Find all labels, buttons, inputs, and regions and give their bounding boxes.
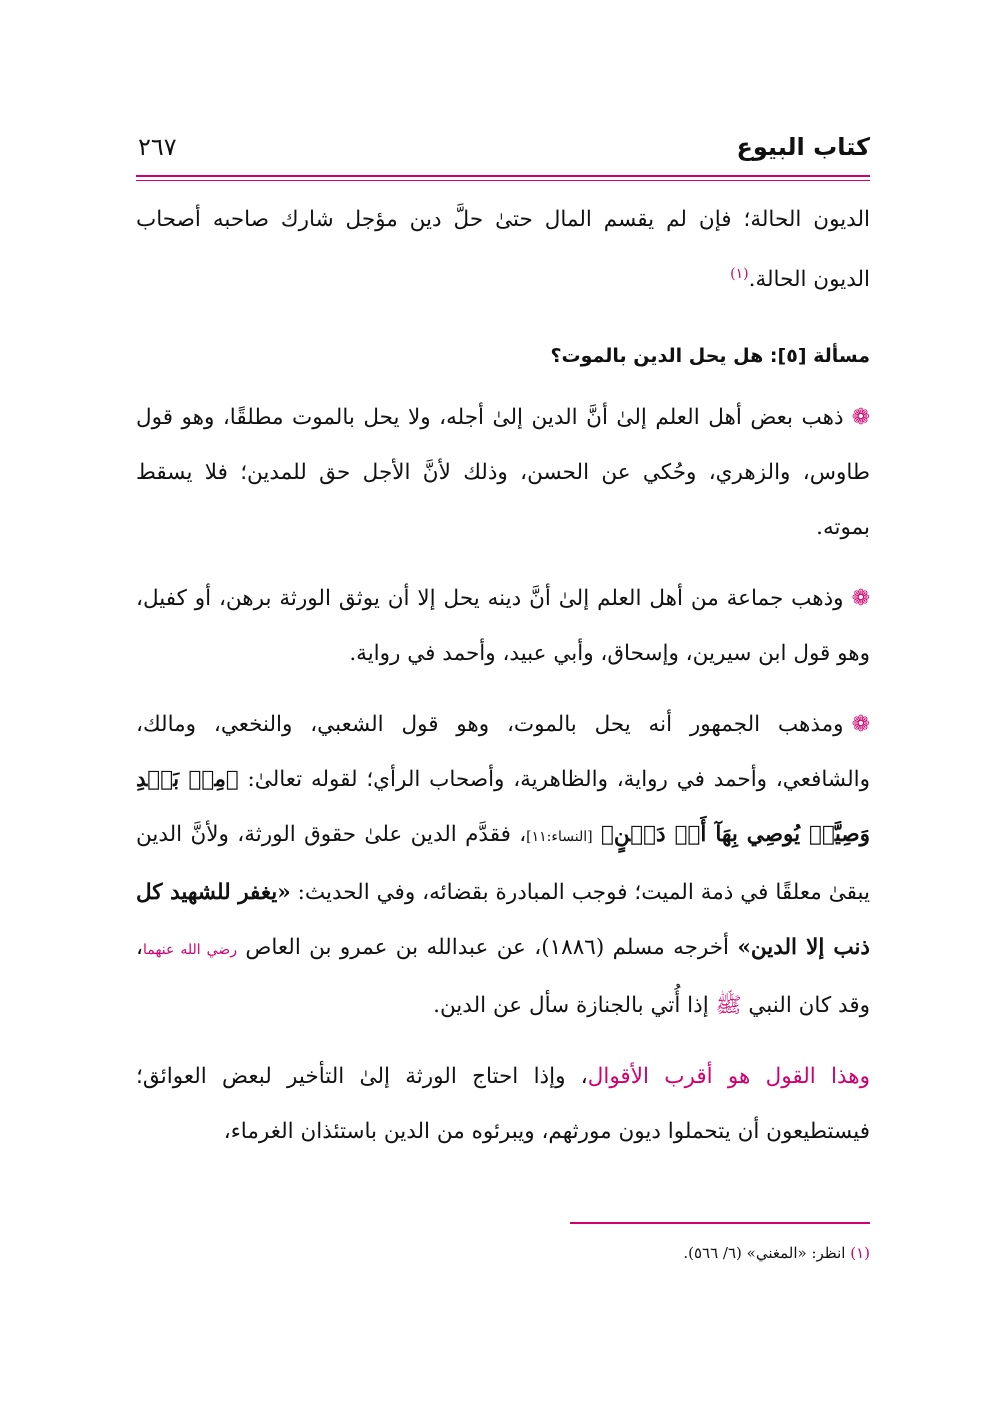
- quran-verse: ﴿مِنۢ بَعۡدِ وَصِيَّةٖ يُوصِي بِهَآ أَوۡ دَيۡنٍ﴾: [136, 767, 870, 848]
- footnote-text: انظر: «المغني» (٦/ ٥٦٦).: [683, 1244, 846, 1262]
- chapter-title: كتاب البيوع: [736, 133, 870, 161]
- paragraph-opinion-2: [136, 571, 870, 681]
- question-label: مسألة [٥]:: [769, 345, 870, 368]
- paragraph-text: ، وقد كان النبي: [136, 935, 870, 1019]
- paragraph-text: إذا أُتي بالجنازة سأل عن الدين.: [433, 993, 709, 1019]
- footnote-number: (١): [850, 1244, 870, 1262]
- footnote-separator: [570, 1222, 870, 1224]
- footnote: [136, 1238, 870, 1268]
- footnote-ref[interactable]: (١): [730, 266, 749, 282]
- header-rule-thin: [136, 180, 870, 181]
- paragraph-text: ، وإذا احتاج الورثة إلىٰ التأخير لبعض العوائق؛ فيستطيعون أن يتحملوا ديون مورثهم، ويبرئوه من الدين باستئذان الغرماء،: [136, 1064, 870, 1145]
- paragraph-text: ومذهب الجمهور أنه يحل بالموت، وهو قول الشعبي، والنخعي، ومالك، والشافعي، وأحمد في رواية، والظاهرية، وأصحاب الرأي؛ لقوله تعالىٰ:: [136, 712, 870, 793]
- page-number: ٢٦٧: [138, 133, 177, 161]
- paragraph-text: ذهب بعض أهل العلم إلىٰ أنَّ الدين إلىٰ أجله، ولا يحل بالموت مطلقًا، وهو قول طاوس، والزهري، وحُكي عن الحسن، وذلك لأنَّ الأجل حق للمدين؛ فلا يسقط بموته.: [136, 405, 870, 541]
- paragraph-text: الديون الحالة؛ فإن لم يقسم المال حتىٰ حلَّ دين مؤجل شارك صاحبه أصحاب الديون الحالة.: [136, 207, 870, 293]
- paragraph-text: وذهب جماعة من أهل العلم إلىٰ أنَّ دينه يحل إلا أن يوثق الورثة برهن، أو كفيل، وهو قول ابن سيرين، وإسحاق، وأبي عبيد، وأحمد في رواية.: [136, 586, 870, 667]
- hadith-quote: «يغفر للشهيد كل ذنب إلا الدين»: [136, 880, 871, 961]
- question-title: هل يحل الدين بالموت؟: [550, 345, 764, 368]
- honorific-icon: ﷺ: [715, 993, 742, 1019]
- flower-bullet-icon: ❁: [851, 405, 870, 431]
- paragraph-opinion-1: [136, 390, 870, 555]
- paragraph-text: ، فقدَّم الدين علىٰ حقوق الورثة، ولأنَّ الدين يبقىٰ معلقًا في ذمة الميت؛ فوجب المبادرة بقضائه، وفي الحديث:: [136, 822, 870, 906]
- paragraph-conclusion: [136, 1049, 870, 1159]
- page-header: [138, 125, 870, 177]
- paragraph-opinion-3: [136, 697, 870, 1033]
- honorific-icon: رضي الله عنهما: [142, 942, 237, 959]
- question-heading: [136, 329, 870, 384]
- flower-bullet-icon: ❁: [851, 586, 870, 612]
- highlighted-phrase: وهذا القول هو أقرب الأقوال: [587, 1064, 870, 1090]
- flower-bullet-icon: ❁: [851, 712, 870, 738]
- paragraph-text: أخرجه مسلم (١٨٨٦)، عن عبدالله بن عمرو بن العاص: [245, 935, 730, 961]
- quran-reference: [النساء:١١]: [526, 829, 593, 846]
- header-rule-thick: [136, 175, 870, 177]
- paragraph-continuation: [136, 192, 870, 307]
- page-body: [136, 192, 870, 1159]
